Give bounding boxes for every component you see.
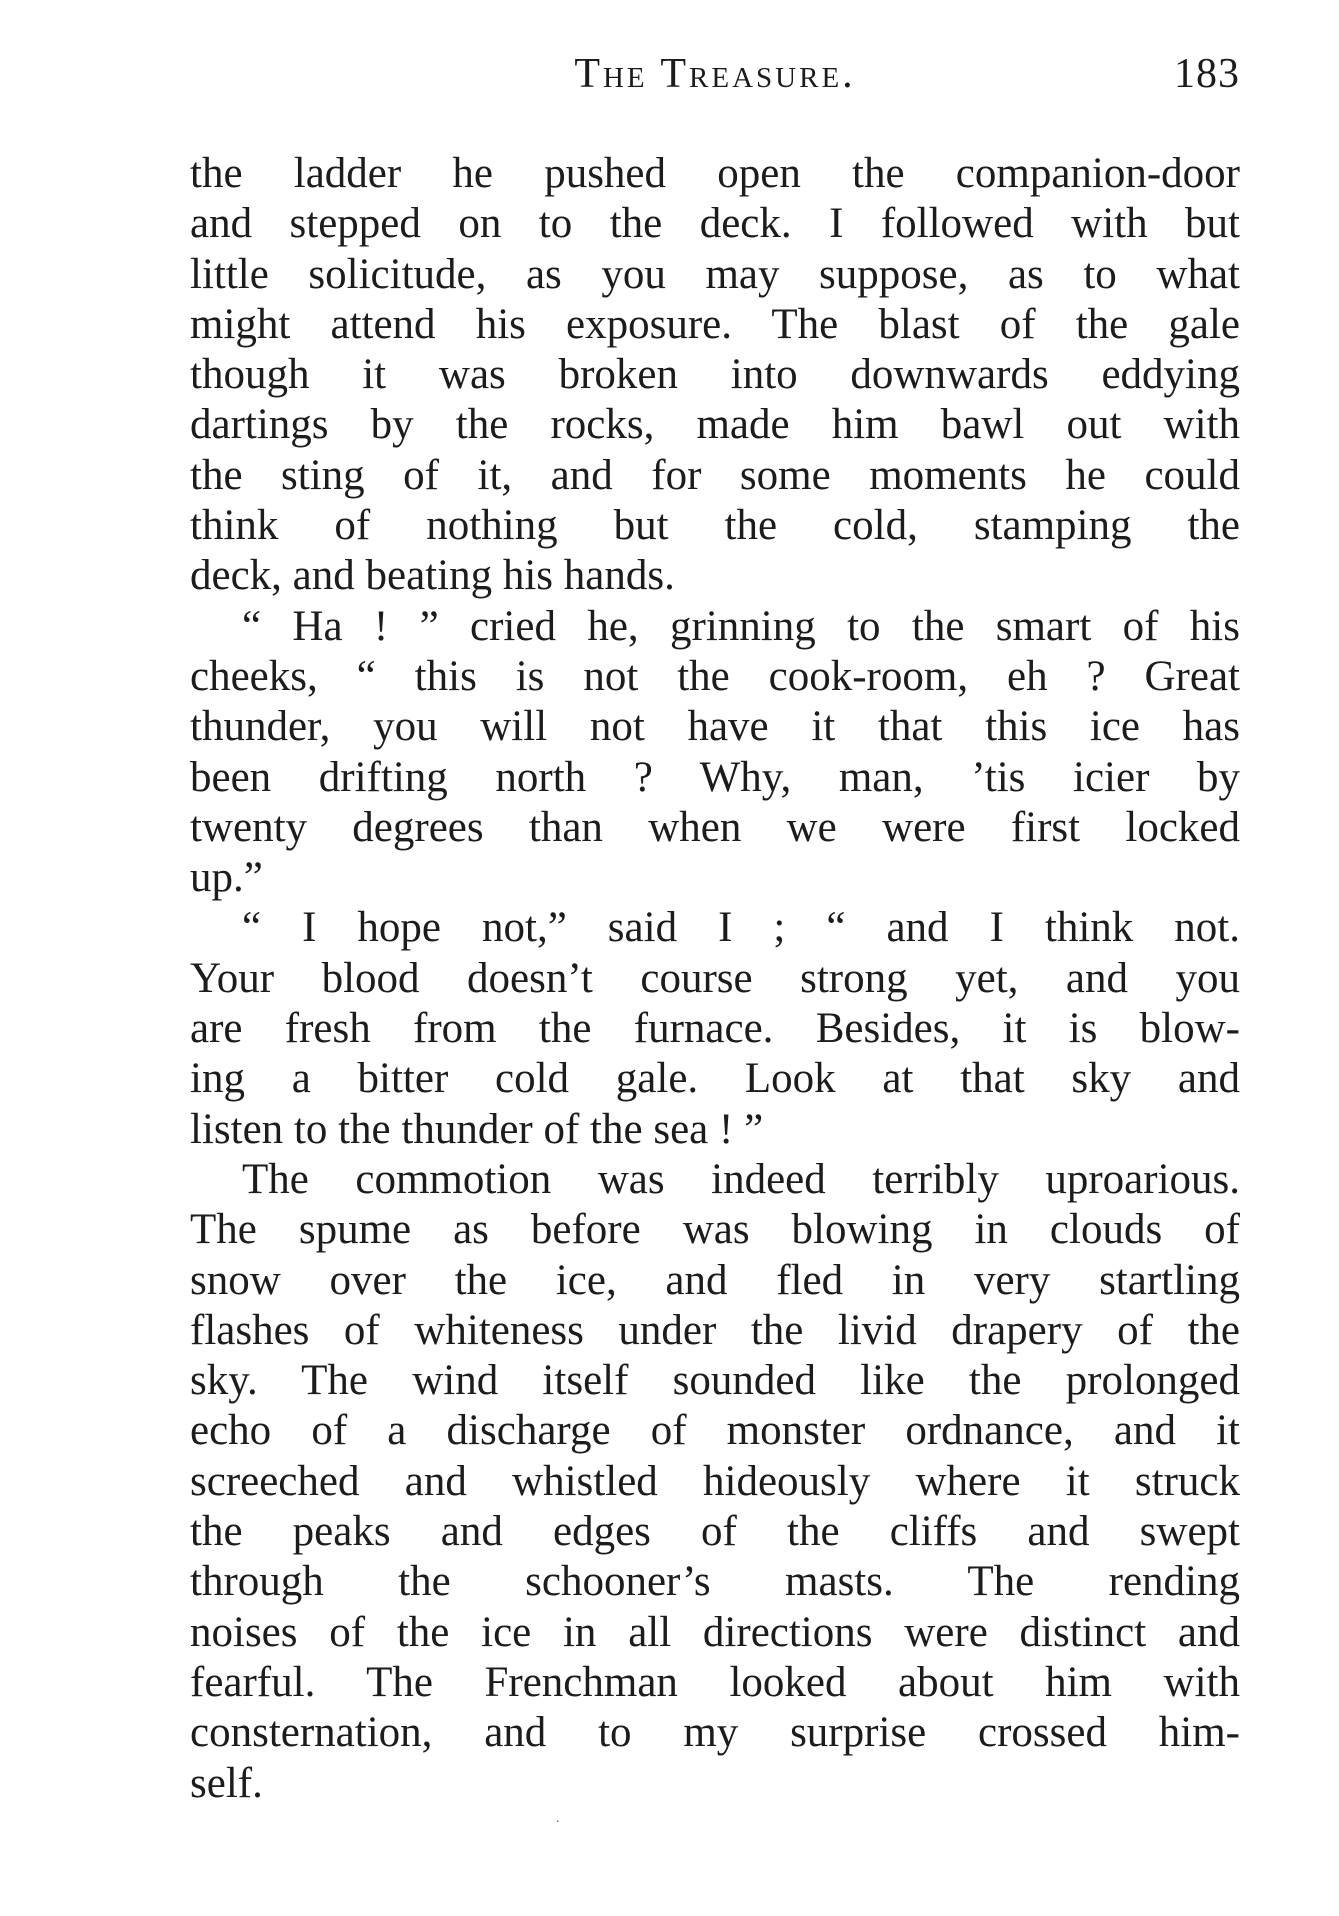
text-line: self.: [190, 1759, 263, 1807]
running-title: The Treasure.: [574, 51, 856, 97]
text-line: Your blood doesn’t course strong yet, and you: [190, 954, 1240, 1002]
text-line: dartings by the rocks, made him bawl out with: [190, 401, 1240, 449]
text-line: the ladder he pushed open the companion-door: [190, 150, 1240, 197]
text-line: and stepped on to the deck. I followed with but: [190, 200, 1240, 248]
text-line: twenty degrees than when we were first locked: [190, 803, 1240, 851]
running-head: [190, 50, 1240, 110]
print-speck: ˙: [555, 1818, 561, 1835]
text-line: deck, and beating his hands.: [190, 552, 675, 600]
text-line: little solicitude, as you may suppose, as to what: [190, 250, 1240, 298]
text-line: screeched and whistled hideously where it struck: [190, 1457, 1240, 1505]
text-line: “ I hope not,” said I ; “ and I think not.: [242, 904, 1240, 952]
text-line: ing a bitter cold gale. Look at that sky and: [190, 1055, 1240, 1103]
text-line: are fresh from the furnace. Besides, it is blow-: [190, 1005, 1240, 1053]
text-line: been drifting north ? Why, man, ’tis icier by: [190, 753, 1240, 801]
text-line: “ Ha ! ” cried he, grinning to the smart of his: [242, 602, 1240, 650]
text-line: think of nothing but the cold, stamping the: [190, 502, 1240, 550]
text-line: through the schooner’s masts. The rending: [190, 1558, 1240, 1606]
text-line: listen to the thunder of the sea ! ”: [190, 1105, 764, 1153]
body-text: [190, 149, 1240, 1809]
text-line: though it was broken into downwards eddying: [190, 351, 1240, 399]
text-line: sky. The wind itself sounded like the prolonged: [190, 1357, 1240, 1405]
text-line: up.”: [190, 854, 263, 902]
text-line: might attend his exposure. The blast of the gale: [190, 300, 1240, 348]
text-line: cheeks, “ this is not the cook-room, eh ? Great: [190, 652, 1240, 700]
text-line: fearful. The Frenchman looked about him with: [190, 1658, 1240, 1706]
text-line: flashes of whiteness under the livid drapery of the: [190, 1306, 1240, 1354]
text-line: consternation, and to my surprise crossed him-: [190, 1709, 1240, 1757]
text-line: thunder, you will not have it that this ice has: [190, 703, 1240, 751]
text-line: The commotion was indeed terribly uproarious.: [242, 1155, 1240, 1203]
text-line: snow over the ice, and fled in very startling: [190, 1256, 1240, 1304]
text-line: echo of a discharge of monster ordnance, and it: [190, 1407, 1240, 1455]
text-line: the peaks and edges of the cliffs and swept: [190, 1508, 1240, 1556]
text-line: the sting of it, and for some moments he could: [190, 451, 1240, 499]
text-line: The spume as before was blowing in clouds of: [190, 1206, 1240, 1254]
text-line: noises of the ice in all directions were distinct and: [190, 1608, 1240, 1656]
page-number: 183: [1174, 51, 1240, 97]
